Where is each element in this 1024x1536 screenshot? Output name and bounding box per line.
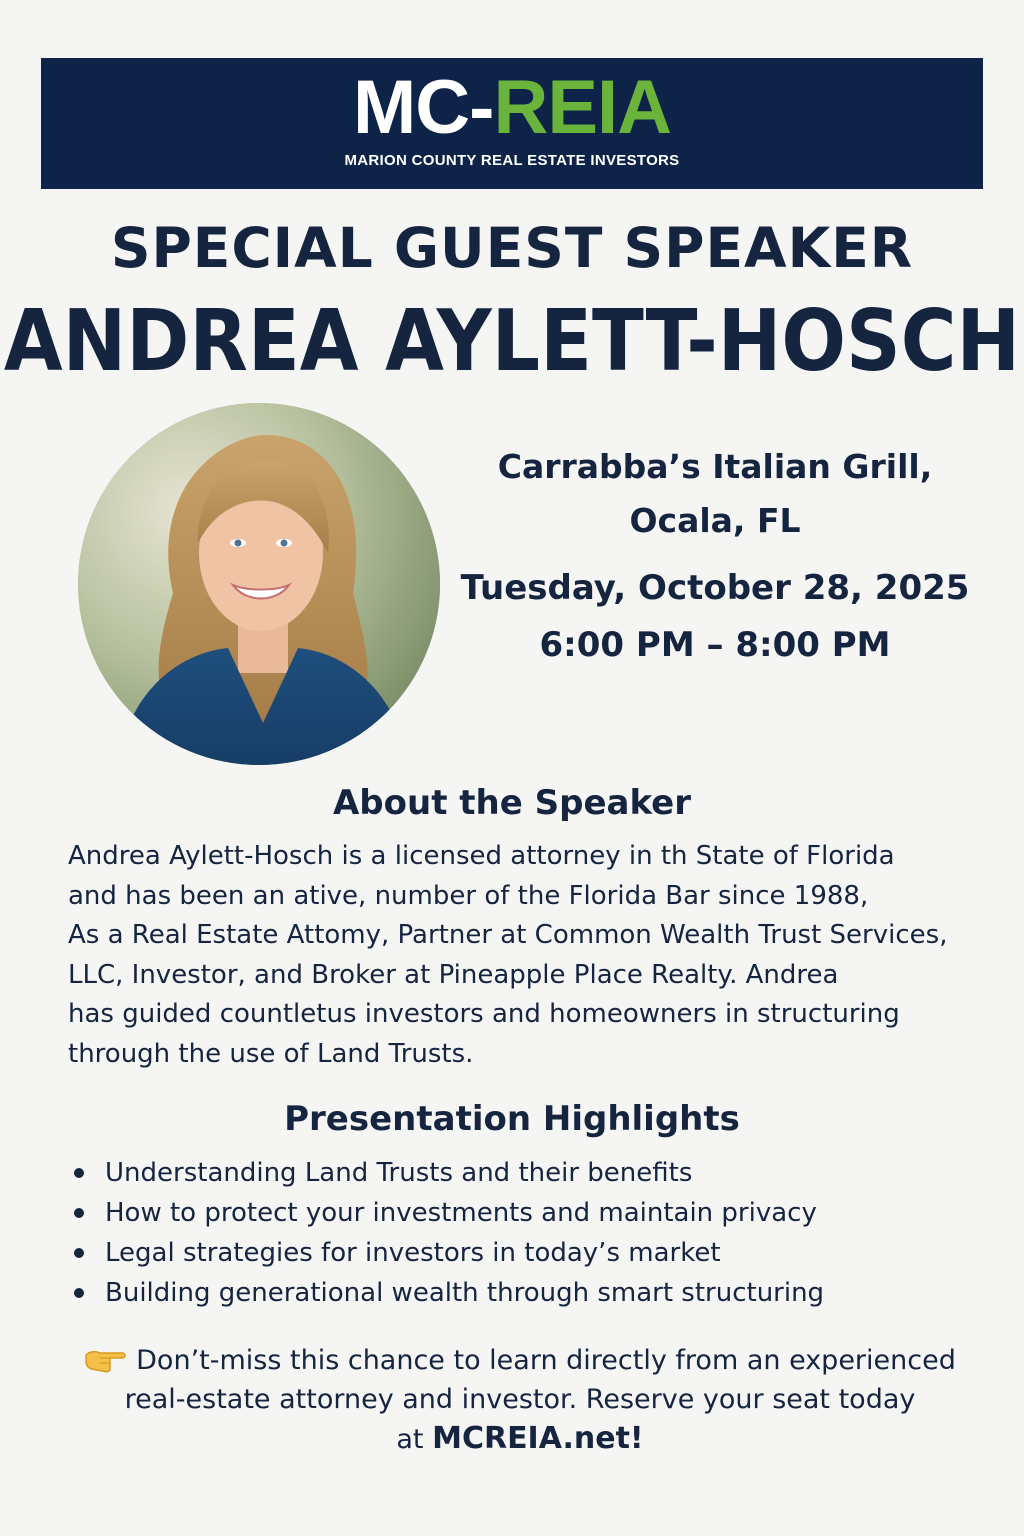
highlights-list (72, 1153, 972, 1313)
speaker-portrait (78, 403, 440, 765)
speaker-bio (68, 837, 988, 1075)
bullet-icon (74, 1248, 84, 1258)
list-item (72, 1273, 972, 1313)
logo-text-mc: MC- (352, 65, 494, 150)
bio-line: and has been an ative, number of the Florida Bar since 1988, (68, 880, 869, 911)
list-item (72, 1193, 972, 1233)
venue-city: Ocala, FL (629, 501, 801, 540)
cta-text-line-2: real-estate attorney and investor. Reserve your seat today (124, 1384, 916, 1415)
presentation-highlights-heading: Presentation Highlights (284, 1099, 740, 1139)
website-link[interactable]: MCREIA.net! (432, 1421, 644, 1456)
about-speaker-heading: About the Speaker (332, 783, 691, 823)
list-item (72, 1233, 972, 1273)
bio-line: through the use of Land Trusts. (68, 1038, 474, 1069)
cta-line-1 (60, 1341, 980, 1380)
venue-name: Carrabba’s Italian Grill, (497, 447, 933, 486)
pointing-hand-icon (84, 1345, 128, 1373)
cta-text-line-1: Don’t-miss this chance to learn directly from an experienced (136, 1345, 956, 1376)
highlight-text: How to protect your investments and maintain privacy (105, 1198, 817, 1228)
header-banner (41, 58, 983, 189)
event-date: Tuesday, October 28, 2025 (460, 568, 970, 608)
speaker-name-heading: ANDREA AYLETT-HOSCH (3, 290, 1021, 391)
special-guest-heading: SPECIAL GUEST SPEAKER (110, 216, 914, 280)
highlight-text: Understanding Land Trusts and their benefits (105, 1158, 693, 1188)
call-to-action (60, 1341, 980, 1459)
bio-line: has guided countletus investors and homeowners in structuring (68, 999, 900, 1030)
organization-name: MARION COUNTY REAL ESTATE INVESTORS (344, 152, 680, 169)
bio-line: Andrea Aylett-Hosch is a licensed attorney in th State of Florida (68, 841, 895, 871)
bio-line: As a Real Estate Attomy, Partner at Common Wealth Trust Services, (68, 920, 948, 951)
speaker-photo (78, 403, 440, 765)
bullet-icon (74, 1208, 84, 1218)
cta-line-3 (60, 1419, 980, 1459)
event-time: 6:00 PM – 8:00 PM (539, 625, 891, 665)
bullet-icon (74, 1288, 84, 1298)
bullet-icon (74, 1168, 84, 1178)
list-item (72, 1153, 972, 1193)
mc-reia-logo (41, 65, 983, 150)
bio-line: LLC, Investor, and Broker at Pineapple Place Realty. Andrea (68, 959, 839, 990)
highlight-text: Building generational wealth through smart structuring (105, 1278, 825, 1308)
cta-at-text: at (396, 1424, 424, 1455)
highlight-text: Legal strategies for investors in today’s market (105, 1238, 721, 1268)
logo-text-reia: REIA (493, 65, 672, 150)
